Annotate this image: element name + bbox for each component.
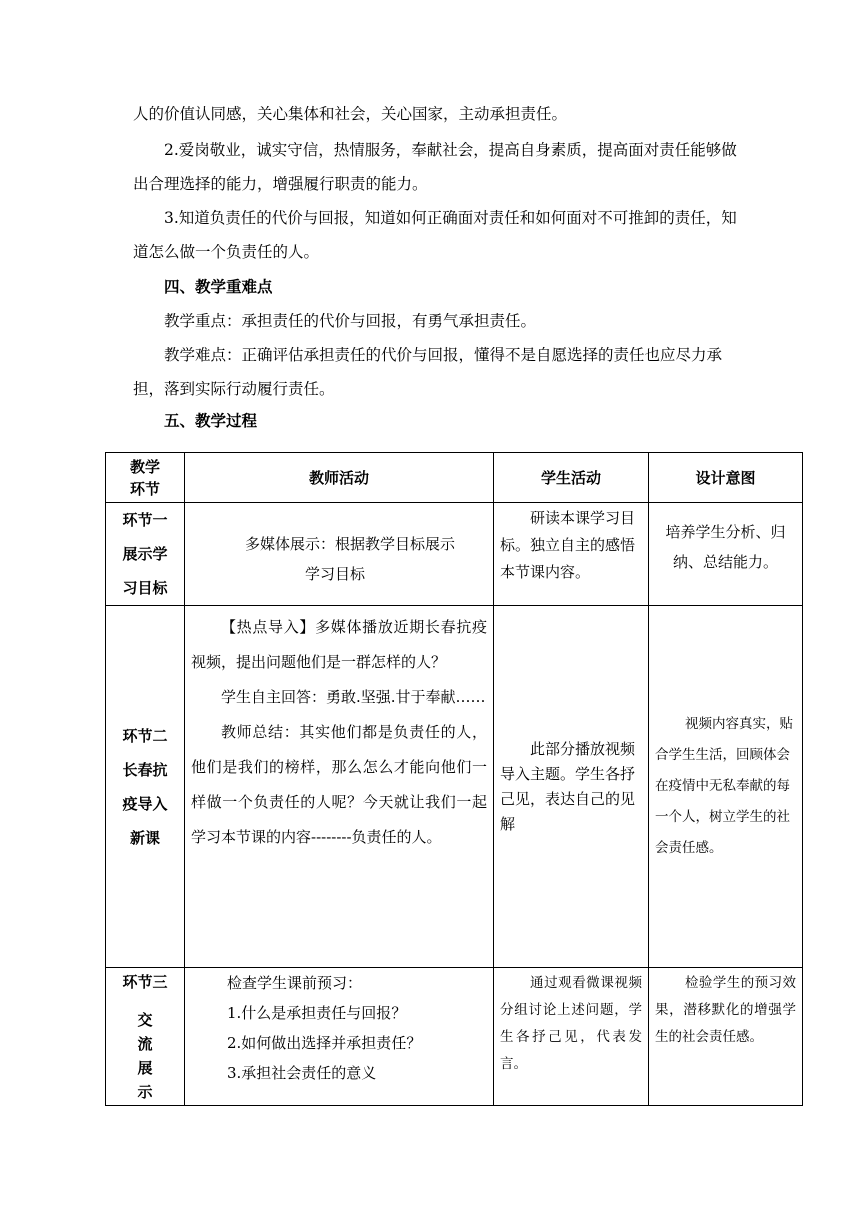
- student-activity-cell-2: 此部分播放视频导入主题。学生各抒己见，表达自己的见解: [494, 606, 649, 968]
- header-stage: 教学 环节: [106, 453, 185, 503]
- table-row: [106, 606, 803, 968]
- table-row: [106, 968, 803, 1106]
- teacher-activity-cell-2: 【热点导入】多媒体播放近期长春抗疫视频，提出问题他们是一群怎样的人？ 学生自主回答：勇敢.坚强.甘于奉献…… 教师总结：其实他们都是负责任的人，他们是我们的榜样，那么怎么才能向他们一样做一个负责任的人呢？今天就让我们一起学习本节课的内容--------负责任的人。: [185, 606, 494, 968]
- teaching-process-table: [105, 452, 803, 1106]
- stage-cell-3: 环节三 交 流 展 示: [106, 968, 185, 1106]
- intro-paragraph-1: 人的价值认同感，关心集体和社会，关心国家，主动承担责任。: [133, 105, 568, 123]
- student-activity-cell-3: 通过观看微课视频分组讨论上述问题，学生各抒己见，代表发言。: [494, 968, 649, 1106]
- key-point-text: 教学重点：承担责任的代价与回报，有勇气承担责任。: [164, 312, 537, 330]
- design-intent-cell-3: 检验学生的预习效果，潜移默化的增强学生的社会责任感。: [649, 968, 803, 1106]
- section-heading-key-points: 四、教学重难点: [164, 278, 273, 296]
- header-design-intent: 设计意图: [649, 453, 803, 503]
- section-heading-process: 五、教学过程: [164, 412, 258, 430]
- stage-cell-2: 环节二 长春抗 疫导入 新课: [106, 606, 185, 968]
- difficult-point-text: 教学难点：正确评估承担责任的代价与回报，懂得不是自愿选择的责任也应尽力承担，落到实际行动履行责任。: [133, 346, 723, 398]
- teacher-activity-cell-3: 检查学生课前预习： 1.什么是承担责任与回报？ 2.如何做出选择并承担责任？ 3.承担社会责任的意义: [185, 968, 494, 1106]
- teacher-activity-cell-1: 多媒体展示：根据教学目标展示 学习目标: [185, 503, 494, 606]
- intro-paragraph-3: 3.知道负责任的代价与回报，知道如何正确面对责任和如何面对不可推卸的责任，知道怎么做一个负责任的人。: [133, 209, 737, 261]
- table-header-row: [106, 453, 803, 503]
- student-activity-cell-1: 研读本课学习目标。独立自主的感悟本节课内容。: [494, 503, 649, 606]
- intro-paragraph-2: 2.爱岗敬业，诚实守信，热情服务，奉献社会，提高自身素质，提高面对责任能够做出合理选择的能力，增强履行职责的能力。: [133, 141, 737, 193]
- stage-cell-1: 环节一 展示学 习目标: [106, 503, 185, 606]
- table-row: [106, 503, 803, 606]
- design-intent-cell-2: 视频内容真实，贴合学生生活，回顾体会在疫情中无私奉献的每一个人，树立学生的社会责任感。: [649, 606, 803, 968]
- header-student-activity: 学生活动: [494, 453, 649, 503]
- design-intent-cell-1: 培养学生分析、归纳、总结能力。: [649, 503, 803, 606]
- header-teacher-activity: 教师活动: [185, 453, 494, 503]
